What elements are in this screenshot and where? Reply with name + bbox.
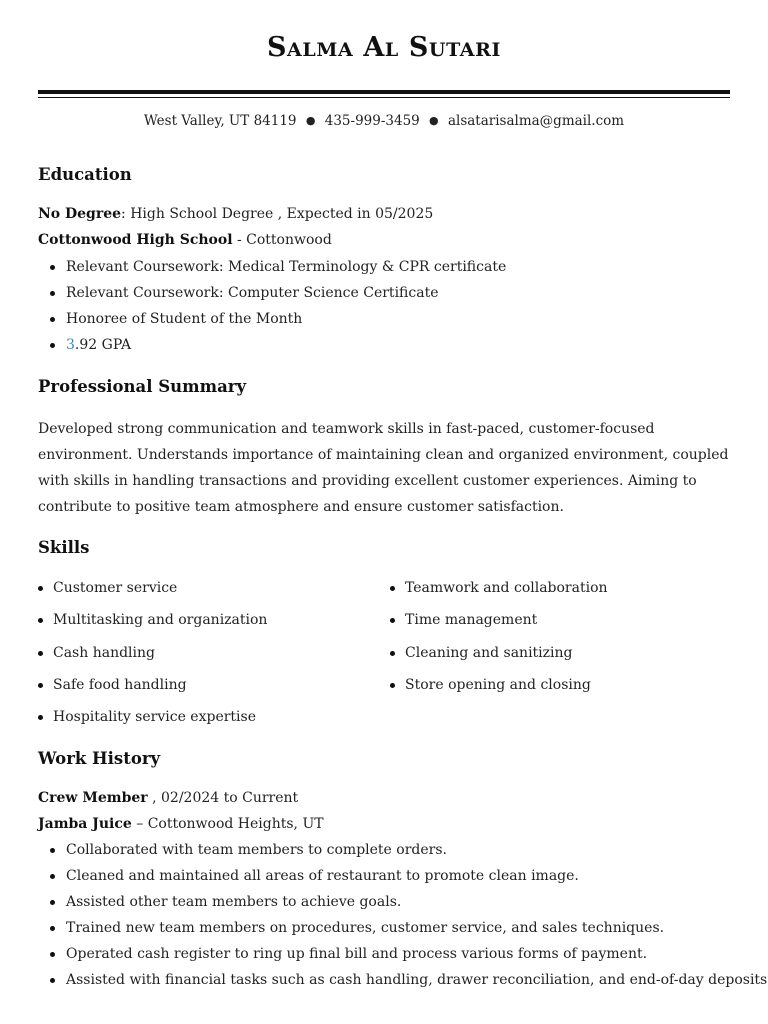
header-rule-thin — [38, 97, 730, 98]
gpa-first-digit: 3 — [66, 337, 75, 353]
job-dates: , 02/2024 to Current — [147, 790, 299, 806]
skill-item: Hospitality service expertise — [38, 707, 267, 739]
job-position: Crew Member — [38, 790, 148, 806]
degree-detail: : High School Degree , Expected in 05/2025 — [121, 206, 434, 222]
contact-phone: 435-999-3459 — [324, 113, 420, 129]
contact-separator: ● — [429, 114, 439, 127]
list-item: Honoree of Student of the Month — [48, 306, 506, 332]
list-item: Relevant Coursework: Medical Terminology & CPR certificate — [48, 254, 506, 280]
skill-item: Customer service — [38, 578, 267, 610]
gpa-rest: .92 GPA — [74, 337, 132, 353]
header-rule-thick — [38, 90, 730, 94]
skill-item: Cleaning and sanitizing — [390, 643, 608, 675]
skills-right-column — [390, 578, 608, 707]
contact-location: West Valley, UT 84119 — [143, 113, 297, 129]
list-item: Assisted with financial tasks such as cash handling, drawer reconciliation, and end-of-day deposits — [48, 967, 767, 993]
education-school-line — [38, 232, 332, 248]
skill-item: Time management — [390, 610, 608, 642]
job-duties-list — [48, 837, 767, 993]
list-item: Collaborated with team members to complete orders. — [48, 837, 767, 863]
list-item: Cleaned and maintained all areas of restaurant to promote clean image. — [48, 863, 767, 889]
contact-line — [0, 113, 768, 129]
school-name: Cottonwood High School — [38, 232, 233, 248]
candidate-name: Salma Al Sutari — [266, 32, 502, 63]
job-title-line — [38, 790, 298, 806]
contact-email[interactable]: alsatarisalma@gmail.com — [447, 113, 625, 129]
skills-left-column — [38, 578, 267, 739]
employer-location: – Cottonwood Heights, UT — [131, 816, 324, 832]
skill-item: Store opening and closing — [390, 675, 608, 707]
work-history-heading: Work History — [38, 749, 161, 768]
school-location: - Cottonwood — [232, 232, 332, 248]
skill-item: Cash handling — [38, 643, 267, 675]
skills-heading: Skills — [38, 538, 90, 557]
employer-name: Jamba Juice — [38, 816, 132, 832]
summary-heading: Professional Summary — [38, 377, 247, 396]
employer-line — [38, 816, 324, 832]
list-item: Trained new team members on procedures, customer service, and sales techniques. — [48, 915, 767, 941]
summary-paragraph: Developed strong communication and teamwork skills in fast-paced, customer-focused environment. Understands importance of maintaining clean and organized environment, coupled with skills in handling transactions and providing excellent customer experiences. Aiming to contribute to positive team atmosphere and ensure customer satisfaction. — [38, 421, 729, 515]
skill-item: Safe food handling — [38, 675, 267, 707]
list-item: Relevant Coursework: Computer Science Certificate — [48, 280, 506, 306]
skill-item: Multitasking and organization — [38, 610, 267, 642]
list-item: Operated cash register to ring up final bill and process various forms of payment. — [48, 941, 767, 967]
skill-item: Teamwork and collaboration — [390, 578, 608, 610]
gpa-item — [48, 332, 506, 358]
education-degree-line — [38, 206, 433, 222]
education-heading: Education — [38, 165, 132, 184]
degree-label: No Degree — [38, 206, 122, 222]
list-item: Assisted other team members to achieve goals. — [48, 889, 767, 915]
contact-separator: ● — [305, 114, 316, 127]
education-details-list — [48, 254, 506, 358]
